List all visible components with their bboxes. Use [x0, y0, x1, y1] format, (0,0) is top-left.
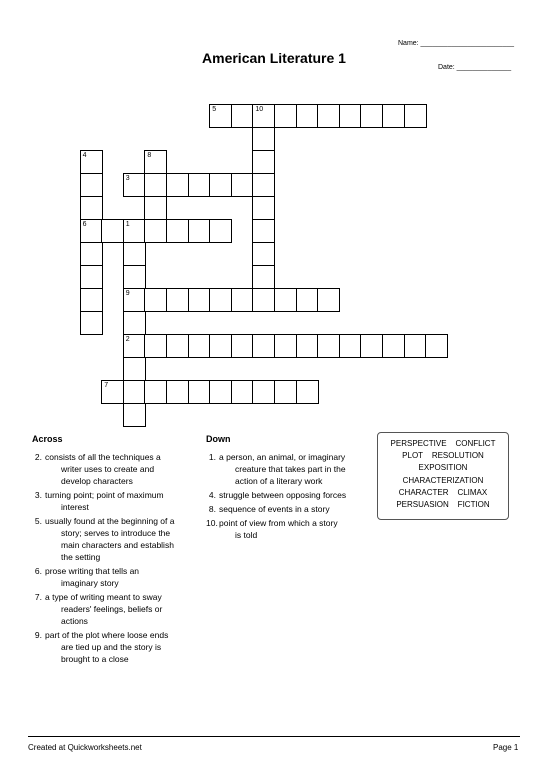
clue-line: action of a literary work	[235, 476, 323, 486]
clue-number: 8	[147, 152, 152, 159]
footer-credit: Created at Quickworksheets.net	[28, 743, 142, 752]
crossword-cell[interactable]	[252, 380, 275, 404]
clue-item	[32, 591, 207, 627]
crossword-cell[interactable]	[123, 173, 146, 197]
clue-number: 3.	[34, 490, 42, 500]
clue-item	[206, 451, 376, 487]
crossword-cell[interactable]	[144, 288, 167, 312]
page-title: American Literature 1	[202, 50, 346, 66]
footer-divider	[28, 736, 520, 737]
crossword-cell[interactable]	[123, 288, 146, 312]
crossword-cell[interactable]	[404, 104, 427, 128]
clue-text	[219, 503, 330, 515]
word-bank-line: CHARACTER CLIMAX	[398, 487, 488, 497]
clue-number: 9	[125, 290, 130, 297]
clue-number: 10	[255, 106, 264, 113]
clue-number: 6.	[34, 566, 42, 576]
crossword-cell[interactable]	[252, 288, 275, 312]
clue-line: main characters and establish	[61, 540, 174, 550]
clue-text	[45, 629, 168, 665]
clue-line: brought to a close	[61, 654, 129, 664]
word-bank-line: CHARACTERIZATION	[402, 475, 484, 485]
clue-line: actions	[61, 616, 88, 626]
clue-item	[206, 489, 376, 501]
crossword-cell[interactable]	[252, 173, 275, 197]
clue-text	[45, 451, 161, 487]
clue-text	[219, 451, 346, 487]
clue-number: 3	[125, 175, 130, 182]
crossword-cell[interactable]	[144, 380, 167, 404]
crossword-cell[interactable]	[188, 219, 211, 243]
word-bank-line: PLOT RESOLUTION	[402, 451, 484, 461]
across-clue-list	[32, 451, 207, 667]
footer-page-number: Page 1	[493, 743, 519, 752]
crossword-cell[interactable]	[209, 380, 232, 404]
crossword-cell[interactable]	[166, 288, 189, 312]
clue-line: part of the plot where loose ends	[45, 630, 169, 640]
clue-line: develop characters	[61, 476, 133, 486]
clue-number: 6	[82, 221, 87, 228]
crossword-cell[interactable]	[123, 380, 146, 404]
crossword-cell[interactable]	[296, 104, 319, 128]
crossword-cell[interactable]	[101, 219, 124, 243]
clue-line: turning point; point of maximum	[45, 490, 164, 500]
clue-line: readers' feelings, beliefs or	[61, 604, 163, 614]
clue-number: 7	[104, 382, 109, 389]
clue-item	[206, 517, 376, 541]
clue-text	[45, 591, 162, 627]
crossword-cell[interactable]	[252, 242, 275, 266]
crossword-cell[interactable]	[80, 242, 103, 266]
crossword-cell[interactable]	[296, 380, 319, 404]
crossword-cell[interactable]	[166, 219, 189, 243]
clue-number: 7.	[34, 592, 42, 602]
crossword-cell[interactable]	[80, 311, 103, 335]
crossword-cell[interactable]	[274, 380, 297, 404]
crossword-cell[interactable]	[317, 288, 340, 312]
clue-line: prose writing that tells an	[45, 566, 140, 576]
crossword-cell[interactable]	[188, 334, 211, 358]
crossword-cell[interactable]	[80, 173, 103, 197]
clue-line: are tied up and the story is	[61, 642, 162, 652]
clue-number: 4.	[208, 490, 216, 500]
date-field: Date: ______________	[438, 64, 512, 71]
down-clue-list	[206, 451, 376, 543]
crossword-cell[interactable]	[144, 150, 167, 174]
word-bank	[377, 432, 509, 520]
crossword-cell[interactable]	[382, 334, 405, 358]
crossword-cell[interactable]	[231, 288, 254, 312]
crossword-cell[interactable]	[274, 334, 297, 358]
clue-number: 5	[212, 106, 217, 113]
clue-line: interest	[61, 502, 89, 512]
crossword-cell[interactable]	[188, 173, 211, 197]
crossword-cell[interactable]	[231, 380, 254, 404]
crossword-cell[interactable]	[188, 288, 211, 312]
crossword-cell[interactable]	[80, 196, 103, 220]
clue-line: creature that takes part in the	[235, 464, 346, 474]
crossword-cell[interactable]	[209, 219, 232, 243]
crossword-cell[interactable]	[231, 173, 254, 197]
word-bank-line: PERSUASION FICTION	[396, 500, 490, 510]
crossword-cell[interactable]	[144, 173, 167, 197]
clue-number: 9.	[34, 630, 42, 640]
clue-item	[32, 629, 207, 665]
crossword-cell[interactable]	[339, 334, 362, 358]
crossword-cell[interactable]	[80, 219, 103, 243]
crossword-cell[interactable]	[144, 196, 167, 220]
word-bank-line: EXPOSITION	[418, 463, 468, 473]
crossword-cell[interactable]	[274, 288, 297, 312]
crossword-cell[interactable]	[188, 380, 211, 404]
crossword-cell[interactable]	[123, 403, 146, 427]
clue-line: a person, an animal, or imaginary	[219, 452, 346, 462]
clue-item	[32, 565, 207, 589]
crossword-cell[interactable]	[80, 288, 103, 312]
clue-number: 1.	[208, 452, 216, 462]
clue-line: consists of all the techniques a	[45, 452, 161, 462]
crossword-cell[interactable]	[382, 104, 405, 128]
crossword-cell[interactable]	[123, 357, 146, 381]
crossword-cell[interactable]	[209, 173, 232, 197]
clue-number: 10.	[206, 518, 218, 528]
crossword-cell[interactable]	[123, 265, 146, 289]
crossword-cell[interactable]	[209, 288, 232, 312]
name-field: Name: ________________________	[398, 40, 514, 47]
crossword-cell[interactable]	[252, 219, 275, 243]
clue-text	[45, 565, 139, 589]
crossword-cell[interactable]	[231, 334, 254, 358]
clue-line: a type of writing meant to sway	[45, 592, 162, 602]
clue-line: sequence of events in a story	[219, 504, 330, 514]
across-heading: Across	[32, 434, 63, 444]
crossword-cell[interactable]	[123, 242, 146, 266]
clue-text	[45, 489, 164, 513]
crossword-cell[interactable]	[123, 219, 146, 243]
crossword-cell[interactable]	[274, 104, 297, 128]
clue-item	[32, 451, 207, 487]
crossword-cell[interactable]	[252, 150, 275, 174]
down-heading: Down	[206, 434, 231, 444]
crossword-cell[interactable]	[80, 265, 103, 289]
crossword-cell[interactable]	[252, 127, 275, 151]
crossword-cell[interactable]	[231, 104, 254, 128]
clue-number: 2.	[34, 452, 42, 462]
crossword-cell[interactable]	[123, 334, 146, 358]
clue-number: 2	[125, 336, 130, 343]
crossword-cell[interactable]	[425, 334, 448, 358]
crossword-cell[interactable]	[166, 380, 189, 404]
crossword-cell[interactable]	[360, 104, 383, 128]
crossword-cell[interactable]	[209, 334, 232, 358]
clue-text	[219, 517, 338, 541]
clue-text	[45, 515, 175, 563]
crossword-cell[interactable]	[144, 219, 167, 243]
clue-number: 5.	[34, 516, 42, 526]
crossword-cell[interactable]	[252, 334, 275, 358]
clue-line: writer uses to create and	[61, 464, 155, 474]
crossword-cell[interactable]	[404, 334, 427, 358]
clue-text	[219, 489, 346, 501]
clue-number: 8.	[208, 504, 216, 514]
crossword-cell[interactable]	[166, 334, 189, 358]
word-bank-line: PERSPECTIVE CONFLICT	[390, 439, 496, 448]
crossword-cell[interactable]	[144, 334, 167, 358]
clue-line: imaginary story	[61, 578, 119, 588]
crossword-cell[interactable]	[101, 380, 124, 404]
crossword-cell[interactable]	[80, 150, 103, 174]
crossword-cell[interactable]	[252, 196, 275, 220]
clue-line: point of view from which a story	[219, 518, 338, 528]
clue-item	[32, 489, 207, 513]
clue-item	[206, 503, 376, 515]
crossword-cell[interactable]	[296, 334, 319, 358]
crossword-cell[interactable]	[339, 104, 362, 128]
crossword-cell[interactable]	[317, 104, 340, 128]
crossword-cell[interactable]	[360, 334, 383, 358]
clue-line: story; serves to introduce the	[61, 528, 171, 538]
clue-line: usually found at the beginning of a	[45, 516, 175, 526]
crossword-cell[interactable]	[252, 265, 275, 289]
clue-number: 4	[82, 152, 87, 159]
crossword-cell[interactable]	[123, 311, 146, 335]
clue-line: is told	[235, 530, 258, 540]
crossword-cell[interactable]	[166, 173, 189, 197]
clue-line: the setting	[61, 552, 101, 562]
clue-number: 1	[125, 221, 130, 228]
clue-line: struggle between opposing forces	[219, 490, 347, 500]
crossword-cell[interactable]	[317, 334, 340, 358]
clue-item	[32, 515, 207, 563]
crossword-cell[interactable]	[252, 104, 275, 128]
crossword-cell[interactable]	[209, 104, 232, 128]
crossword-cell[interactable]	[296, 288, 319, 312]
